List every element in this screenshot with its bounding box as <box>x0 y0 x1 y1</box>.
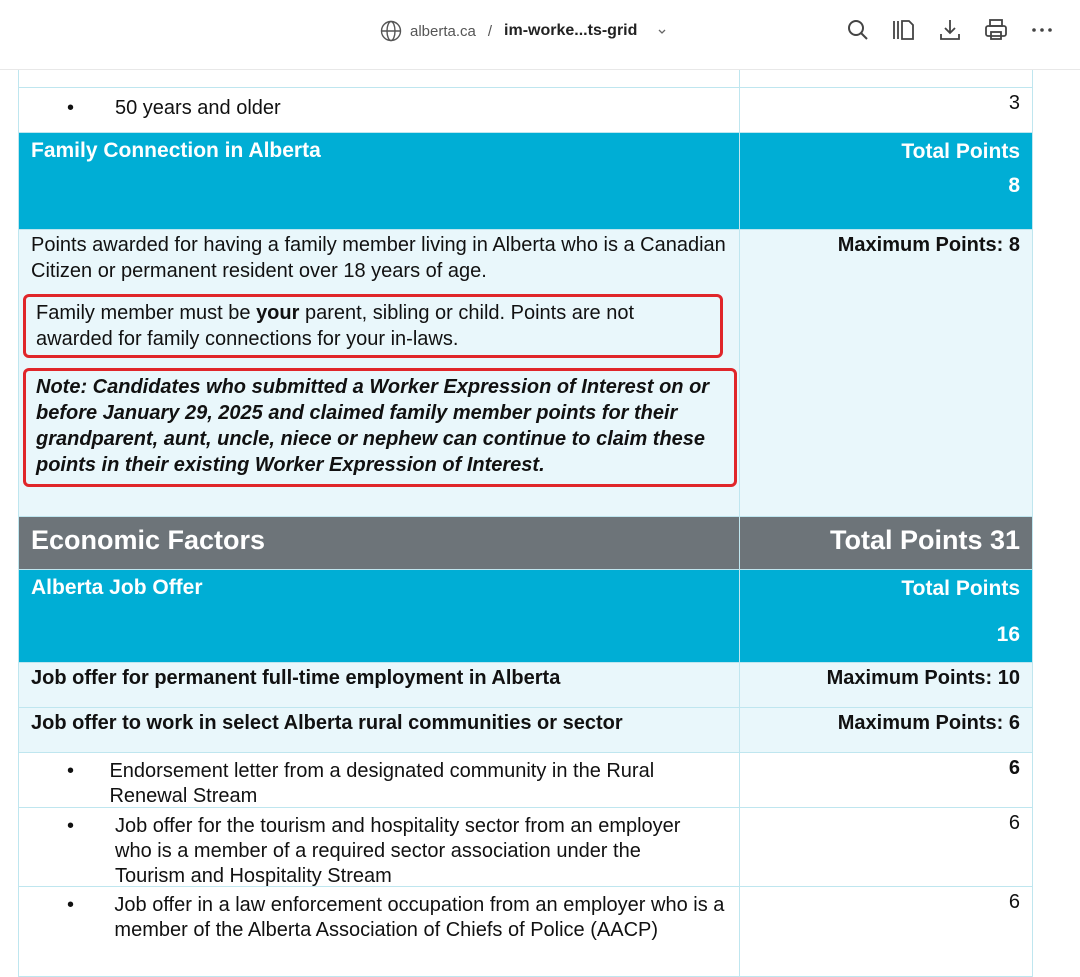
table-row <box>18 663 1033 708</box>
total-value: 8 <box>1008 174 1020 197</box>
chevron-down-icon[interactable] <box>655 24 669 38</box>
bullet-icon: • <box>67 97 75 119</box>
section-title: Economic Factors <box>18 517 740 569</box>
breadcrumb[interactable] <box>380 20 669 42</box>
section-header-job-offer <box>18 570 1033 663</box>
table-row <box>18 808 1033 887</box>
table-row <box>18 753 1033 808</box>
max-points: Maximum Points: 10 <box>740 663 1033 707</box>
section-header-economic <box>18 517 1033 570</box>
file-name: im-worke...ts-grid <box>504 22 638 39</box>
row-label: 50 years and older <box>115 97 281 119</box>
table-row <box>18 230 1033 517</box>
download-icon[interactable] <box>937 17 963 43</box>
family-member-rule: Family member must be your parent, sibling or child. Points are not awarded for family connections for your in-laws. <box>23 294 723 358</box>
row-label: Endorsement letter from a designated community in the Rural Renewal Stream <box>109 760 655 807</box>
total-value: Total Points 31 <box>740 517 1033 569</box>
row-label: Job offer in a law enforcement occupation from an employer who is a member of the Alberta Association of Chiefs of Police (AACP) <box>114 894 725 941</box>
max-points: Maximum Points: 8 <box>740 230 1033 516</box>
pages-icon[interactable] <box>891 17 917 43</box>
table-row <box>18 70 1033 88</box>
row-label: Job offer to work in select Alberta rural communities or sector <box>18 708 740 752</box>
row-points: 6 <box>740 808 1033 886</box>
section-title: Family Connection in Alberta <box>18 133 740 229</box>
family-note: Note: Candidates who submitted a Worker Expression of Interest on or before January 29, 2025 and claimed family member points for their grandparent, aunt, uncle, niece or nephew can continue to claim these points in their existing Worker Expression of Interest. <box>23 368 737 487</box>
row-points: 3 <box>740 88 1033 132</box>
separator: / <box>487 22 493 40</box>
browser-toolbar <box>0 0 1080 70</box>
row-points: 6 <box>740 887 1033 976</box>
bullet-icon: • <box>67 894 75 916</box>
max-points: Maximum Points: 6 <box>740 708 1033 752</box>
bullet-icon: • <box>67 815 75 837</box>
total-label: Total Points <box>901 140 1020 163</box>
total-value: 16 <box>996 623 1020 646</box>
section-header-family <box>18 133 1033 230</box>
print-icon[interactable] <box>983 17 1009 43</box>
search-icon[interactable] <box>845 17 871 43</box>
family-description: Points awarded for having a family member living in Alberta who is a Canadian Citizen or permanent resident over 18 years of age. <box>31 234 726 282</box>
total-label: Total Points <box>901 577 1020 600</box>
bullet-icon: • <box>67 760 75 782</box>
table-row <box>18 887 1033 977</box>
table-row <box>18 88 1033 133</box>
row-points: 6 <box>740 753 1033 807</box>
site-name: alberta.ca <box>410 22 476 40</box>
globe-icon <box>380 20 402 42</box>
section-title: Alberta Job Offer <box>18 570 740 662</box>
row-label: Job offer for the tourism and hospitality sector from an employer who is a member of a required sector association under the Tourism and Hospitality Stream <box>115 815 681 887</box>
row-label: Job offer for permanent full-time employment in Alberta <box>18 663 740 707</box>
table-row <box>18 708 1033 753</box>
more-icon[interactable] <box>1029 17 1055 43</box>
